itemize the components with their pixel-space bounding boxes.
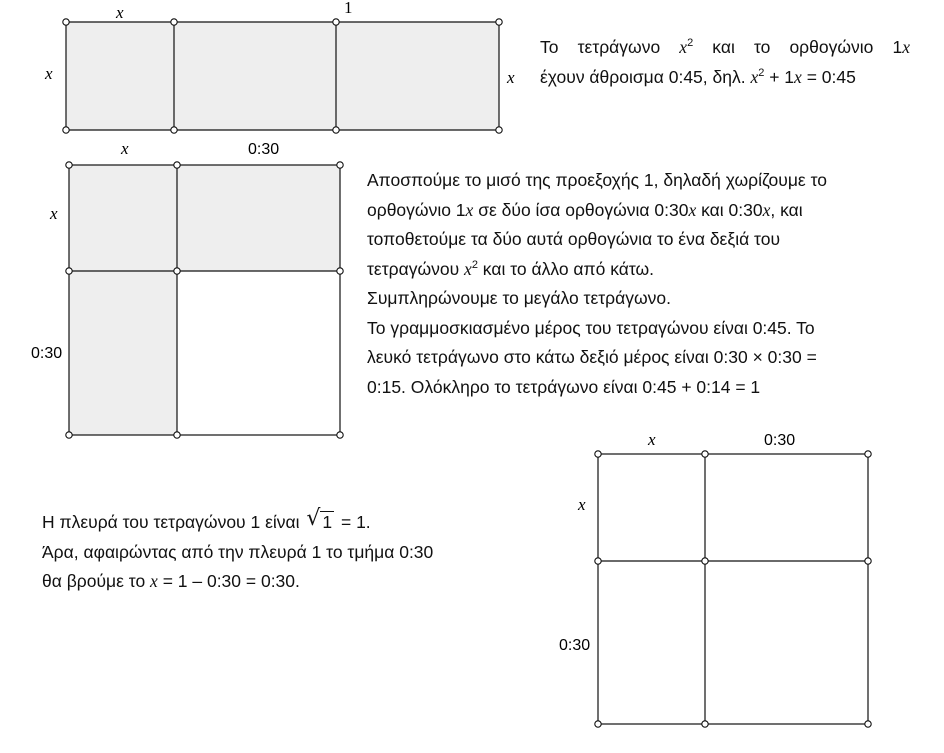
fig3-left-label-half: 0:30 [559, 637, 591, 654]
fig3-left-label-x: x [578, 495, 586, 514]
figure-3-completed-square [559, 430, 871, 727]
p2-line-5: Συμπληρώνουμε το μεγάλο τετράγωνο. [367, 288, 671, 308]
explanation-paragraph-3 [42, 508, 522, 597]
fig3-vertex-points [595, 451, 871, 727]
p2-line-8: 0:15. Ολόκληρο το τετράγωνο είναι 0:45 + 0:14 = 1 [367, 376, 761, 397]
p2-line-2: ορθογώνιο 1x σε δύο ίσα ορθογώνια 0:30x και 0:30x, και [367, 199, 803, 220]
fig1-left-label-x: x [45, 64, 53, 83]
fig1-top-label-x: x [116, 3, 124, 22]
fig1-shaded-area [66, 22, 499, 130]
explanation-paragraph-1 [540, 33, 910, 92]
explanation-paragraph-2 [367, 166, 877, 402]
fig2-left-label-half: 0:30 [31, 345, 63, 362]
square-root: √ 1 [306, 506, 333, 532]
fig2-shaded-top [69, 165, 340, 271]
fig3-outer-square [598, 454, 868, 724]
p3-line-2: Άρα, αφαιρώντας από την πλευρά 1 το τμήμα 0:30 [42, 541, 434, 562]
fig1-top-label-one: 1 [344, 0, 353, 17]
p2-line-1: Αποσπούμε το μισό της προεξοχής 1, δηλαδή χωρίζουμε το [367, 170, 827, 190]
p2-line-6: Το γραμμοσκιασμένο μέρος του τετραγώνου είναι 0:45. Το [367, 317, 815, 338]
fig2-left-label-x: x [50, 204, 58, 223]
figure-1-square-and-rectangle [44, 0, 515, 133]
p2-line-7: λευκό τετράγωνο στο κάτω δεξιό μέρος είναι 0:30 × 0:30 = [367, 347, 817, 367]
p2-line-3: τοποθετούμε τα δύο αυτά ορθογώνια το ένα δεξιά του [367, 229, 781, 249]
fig2-shaded-bottom-left [69, 271, 177, 435]
p3-line-3: θα βρούμε το x = 1 – 0:30 = 0:30. [42, 571, 300, 591]
p1-line-2: έχουν άθροισμα 0:45, δηλ. $x^2 + 1x$ = 0:45 [540, 66, 856, 87]
fig1-right-label-x: x [507, 68, 515, 87]
fig3-top-label-half: 0:30 [764, 432, 796, 449]
fig2-top-label-half: 0:30 [248, 141, 280, 158]
fig2-top-label-x: x [121, 139, 129, 158]
figure-2-rearranged [31, 139, 343, 438]
fig3-top-label-x: x [648, 430, 656, 449]
p1-line-1: Το τετράγωνο $x^2$ και το ορθογώνιο 1x [540, 37, 910, 57]
p3-line-1: Η πλευρά του τετραγώνου 1 είναι √ 1 = 1. [42, 508, 522, 538]
p2-line-4: τετραγώνου $x^2$ και το άλλο από κάτω. [367, 258, 655, 279]
